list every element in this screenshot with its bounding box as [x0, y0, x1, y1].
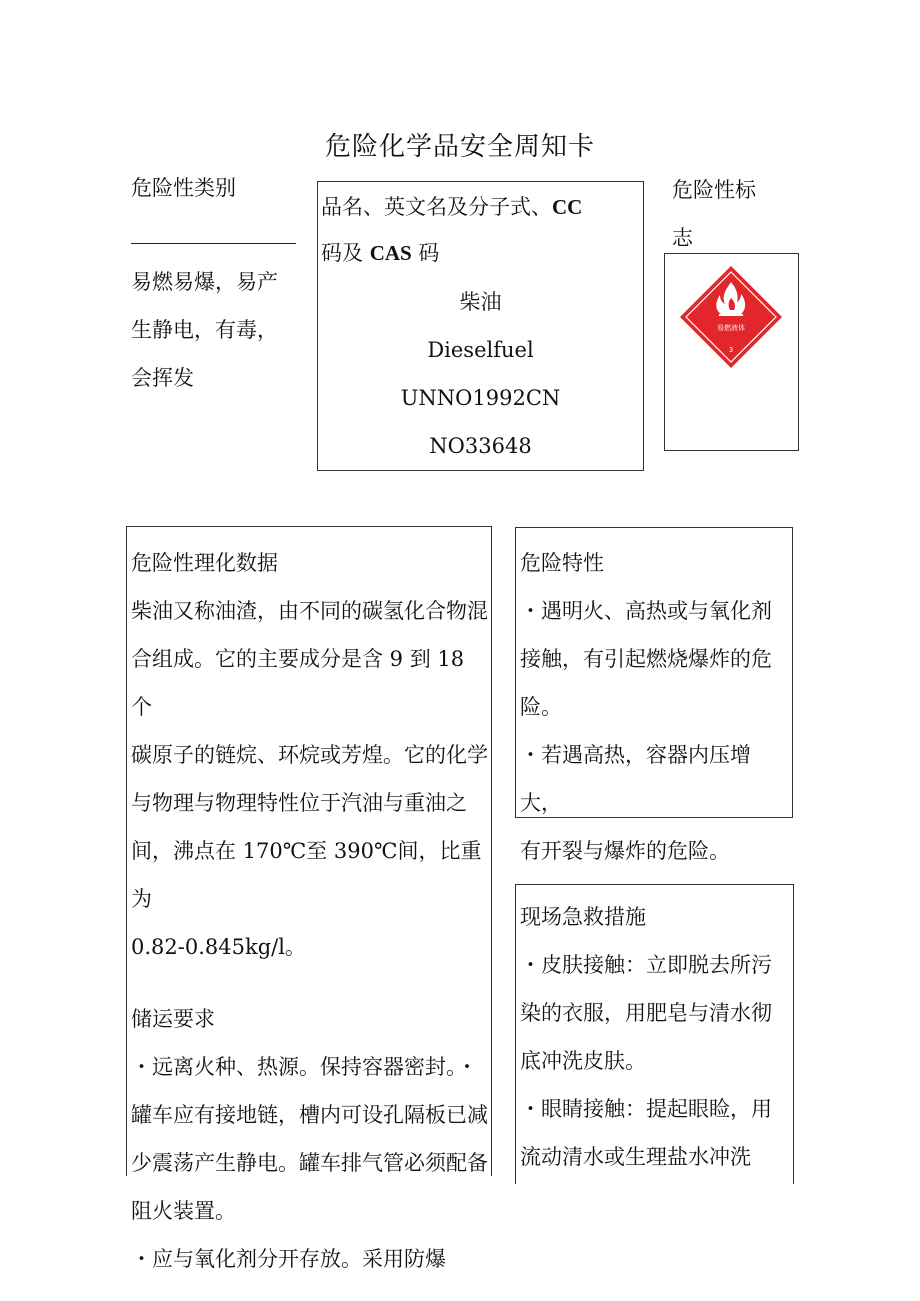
- label-line: 危险性标: [672, 178, 756, 202]
- section-heading: 储运要求: [131, 1007, 215, 1031]
- hazard-symbol-label: [672, 166, 782, 262]
- physchem-storage-box: [126, 526, 492, 1271]
- hazard-symbol-box: [664, 253, 799, 451]
- header-bold-text: CC: [552, 195, 583, 219]
- description-line: 生静电，有毒，: [131, 318, 278, 342]
- first-aid-box: [515, 884, 794, 1184]
- storage-line: 阻火装置。: [131, 1199, 236, 1223]
- physchem-line: 柴油又称油渣，由不同的碳氢化合物混: [131, 599, 488, 623]
- section-heading: 现场急救措施: [520, 905, 646, 929]
- physchem-line: 0.82-0.845kg/l。: [131, 935, 306, 959]
- section-heading: 危险特性: [520, 551, 604, 575]
- first-aid-line: ・皮肤接触：立即脱去所污: [520, 953, 772, 977]
- description-line: 易燃易爆，易产: [131, 270, 278, 294]
- symbol-class: 3: [728, 346, 734, 354]
- symbol-text: 易燃液体: [717, 324, 745, 332]
- header-bold-text: CAS: [369, 241, 412, 265]
- flammable-liquid-diamond: [678, 264, 784, 370]
- physchem-line: 碳原子的链烷、环烷或芳煌。它的化学: [131, 743, 488, 767]
- hazard-properties-box: [515, 527, 793, 863]
- first-aid-section: [520, 893, 792, 1181]
- description-line: 会挥发: [131, 366, 194, 390]
- hazard-line: ・遇明火、高热或与氧化剂: [520, 599, 772, 623]
- hazard-properties-section: [520, 539, 792, 875]
- header-text: 码及: [321, 241, 370, 265]
- product-name-box: [317, 181, 644, 471]
- hazard-category-label: 危险性类别: [131, 176, 236, 200]
- header-text: 品名、英文名及分子式、: [321, 195, 552, 219]
- label-line: 志: [672, 226, 693, 250]
- divider-line: [131, 243, 296, 244]
- physchem-line: 合组成。它的主要成分是含 9 到 18 个: [131, 647, 465, 719]
- un-number: UNNO1992CN: [400, 386, 561, 410]
- storage-line: ・远离火种、热源。保持容器密封。・: [131, 1055, 478, 1079]
- flame-icon: [678, 264, 784, 370]
- page-title: 危险化学品安全周知卡: [324, 132, 595, 162]
- first-aid-line: 染的衣服，用肥皂与清水彻: [520, 1001, 772, 1025]
- hazard-line: 险。: [520, 695, 562, 719]
- hazard-category-description: [131, 258, 301, 402]
- hazard-line: 接触，有引起燃烧爆炸的危: [520, 647, 772, 671]
- physchem-section: [131, 539, 491, 1283]
- header-text: 码: [411, 241, 440, 265]
- product-name-header: [321, 184, 639, 276]
- storage-line: ・应与氧化剂分开存放。采用防爆: [131, 1247, 446, 1271]
- physchem-line: 间，沸点在 170℃至 390℃间，比重为: [131, 839, 482, 911]
- product-identifiers: [318, 278, 643, 470]
- hazard-line: ・若遇高热，容器内压增 大，: [520, 743, 751, 815]
- hazard-line: 有开裂与爆炸的危险。: [520, 839, 730, 863]
- storage-line: 少震荡产生静电。罐车排气管必须配备: [131, 1151, 488, 1175]
- physchem-line: 与物理与物理特性位于汽油与重油之: [131, 791, 467, 815]
- english-name: Dieselfuel: [427, 338, 534, 362]
- chinese-name: 柴油: [459, 290, 502, 314]
- first-aid-line: 流动清水或生理盐水冲洗: [520, 1145, 751, 1169]
- first-aid-line: ・眼睛接触：提起眼睑，用: [520, 1097, 772, 1121]
- first-aid-line: 底冲洗皮肤。: [520, 1049, 646, 1073]
- cn-number: NO33648: [429, 434, 532, 458]
- section-heading: 危险性理化数据: [131, 551, 278, 575]
- storage-line: 罐车应有接地链，槽内可设孔隔板已减: [131, 1103, 488, 1127]
